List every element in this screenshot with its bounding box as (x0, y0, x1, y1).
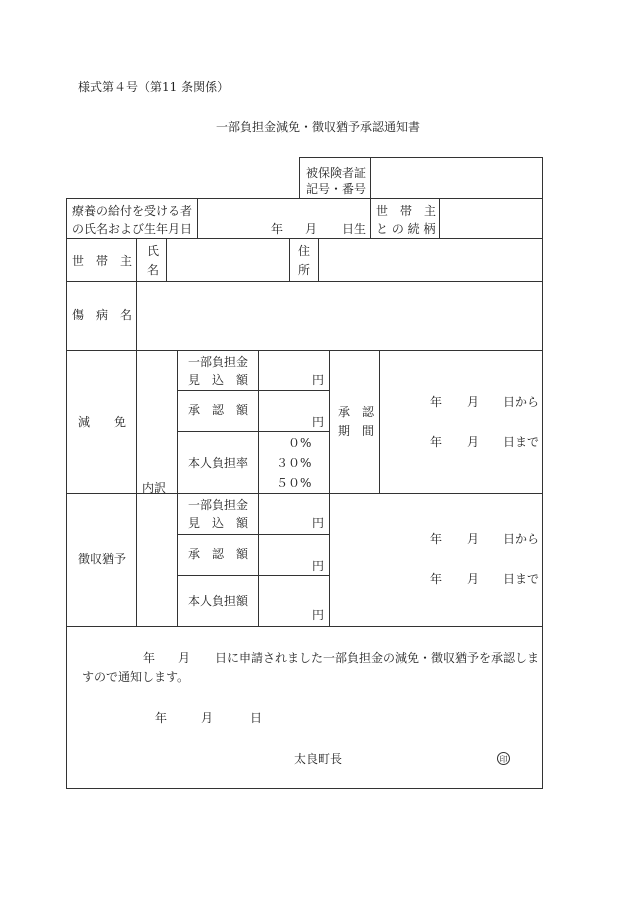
table-line (542, 157, 543, 789)
reduction-label: 減 免 (78, 415, 127, 429)
insured-number-label: 記号・番号 (306, 182, 367, 196)
yen-unit: 円 (312, 373, 325, 387)
relation-label: と の 続 柄 (376, 222, 436, 236)
table-line (66, 198, 543, 199)
notice-month: 月 (178, 651, 191, 665)
form-number: 様式第４号（第11 条関係） (78, 80, 230, 94)
issuer-name: 太良町長 (294, 752, 343, 766)
burden-rate-label: 本人負担率 (188, 456, 249, 470)
period-to-suffix: 日まで (503, 435, 540, 449)
reduction-approved-label: 承 認 額 (188, 403, 249, 417)
name-label: 氏 (147, 244, 160, 258)
table-line (166, 238, 167, 282)
table-line (299, 157, 300, 199)
issue-day: 日 (250, 711, 263, 725)
table-line (177, 390, 330, 391)
table-line (177, 534, 330, 535)
period-to-suffix: 日まで (503, 572, 540, 586)
table-line (136, 238, 137, 282)
table-line (318, 238, 319, 282)
period-to-year: 年 (430, 435, 443, 449)
table-line (379, 350, 380, 494)
yen-unit: 円 (312, 516, 325, 530)
insured-number-label: 被保険者証 (306, 166, 367, 180)
yen-unit: 円 (312, 608, 325, 622)
period-from-year: 年 (430, 532, 443, 546)
table-line (66, 198, 67, 789)
burden-rate-0: ０% (288, 436, 312, 450)
table-line (66, 238, 543, 239)
period-from-year: 年 (430, 395, 443, 409)
household-head-label: 世 帯 主 (72, 254, 133, 268)
table-line (66, 493, 543, 494)
deferral-estimate-label: 見 込 額 (188, 516, 249, 530)
address-label: 所 (298, 263, 311, 277)
breakdown-label: 内訳 (142, 481, 167, 495)
address-label: 住 (298, 244, 311, 258)
table-line (66, 626, 543, 627)
burden-rate-30: ３０% (276, 456, 312, 470)
period-from-month: 月 (467, 532, 480, 546)
table-line (197, 198, 198, 239)
period-to-month: 月 (467, 572, 480, 586)
birth-year: 年 (271, 222, 284, 236)
table-line (177, 431, 330, 432)
notice-year: 年 (143, 651, 156, 665)
table-line (177, 350, 178, 627)
issue-year: 年 (155, 711, 168, 725)
period-to-year: 年 (430, 572, 443, 586)
yen-unit: 円 (312, 559, 325, 573)
deferral-estimate-label: 一部負担金 (188, 498, 249, 512)
table-line (258, 350, 259, 627)
recipient-label: 療養の給付を受ける者 (72, 204, 193, 218)
notice-sentence: すので通知します。 (82, 670, 190, 684)
disease-label: 傷 病 名 (72, 308, 133, 322)
reduction-estimate-label: 見 込 額 (188, 373, 249, 387)
table-line (329, 350, 330, 627)
birth-day: 日生 (342, 222, 367, 236)
deferral-label: 徴収猶予 (78, 552, 127, 566)
table-line (370, 157, 371, 199)
table-line (66, 788, 543, 789)
period-to-month: 月 (467, 435, 480, 449)
yen-unit: 円 (312, 415, 325, 429)
approval-period-label: 承 認 (338, 405, 375, 419)
table-line (136, 281, 137, 351)
period-from-month: 月 (467, 395, 480, 409)
issue-month: 月 (201, 711, 214, 725)
table-line (177, 575, 330, 576)
table-line (66, 350, 543, 351)
burden-amount-label: 本人負担額 (188, 594, 249, 608)
relation-label: 世 帯 主 (376, 204, 437, 218)
name-label: 名 (147, 263, 160, 277)
seal-mark: 印 (497, 752, 510, 765)
table-line (439, 198, 440, 239)
burden-rate-50: ５０% (276, 476, 312, 490)
birth-month: 月 (305, 222, 318, 236)
table-line (136, 350, 137, 627)
notice-sentence: 日に申請されました一部負担金の減免・徴収猶予を承認しま (215, 651, 540, 665)
recipient-label: の氏名および生年月日 (72, 222, 193, 236)
deferral-approved-label: 承 認 額 (188, 547, 249, 561)
table-line (299, 157, 543, 158)
reduction-estimate-label: 一部負担金 (188, 355, 249, 369)
period-from-suffix: 日から (503, 395, 540, 409)
document-title: 一部負担金減免・徴収猶予承認通知書 (216, 120, 421, 134)
table-line (66, 281, 543, 282)
approval-period-label: 期 間 (338, 424, 375, 438)
table-line (370, 198, 371, 239)
table-line (289, 238, 290, 282)
period-from-suffix: 日から (503, 532, 540, 546)
